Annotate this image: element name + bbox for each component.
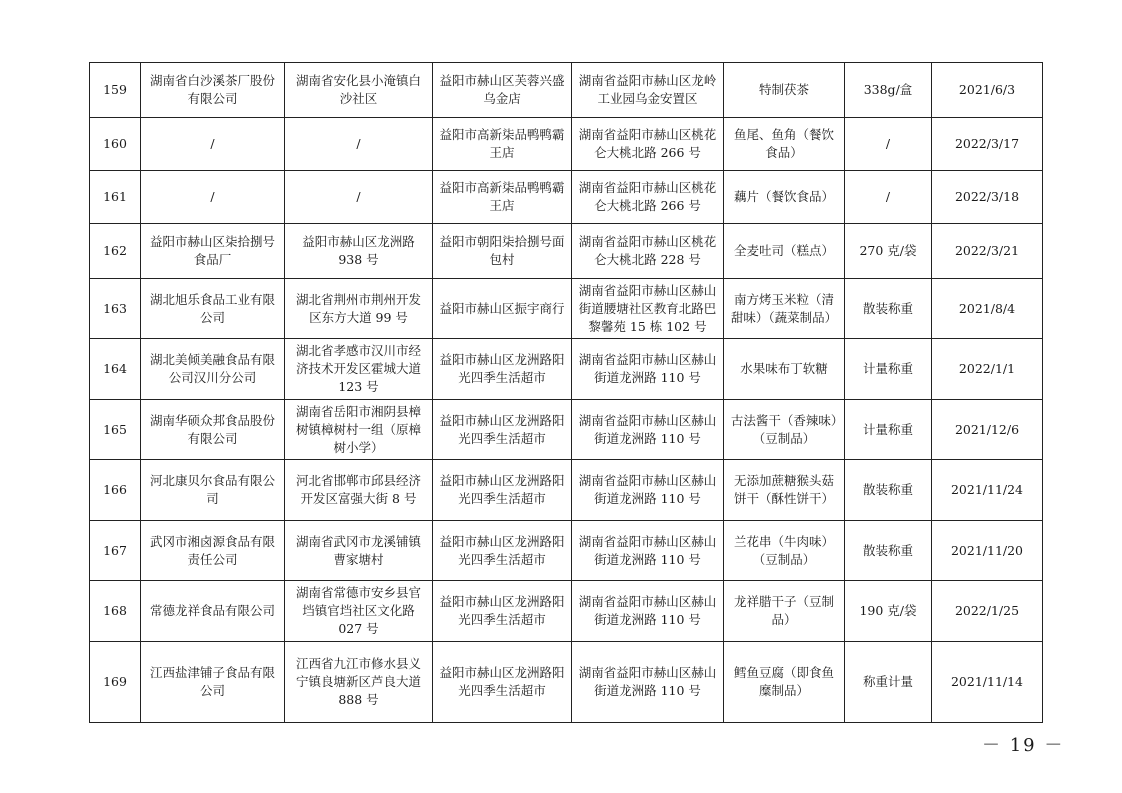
seller-name-cell: 益阳市赫山区振宇商行: [433, 279, 572, 339]
producer-name-cell: 湖北美倾美融食品有限公司汉川分公司: [141, 339, 285, 400]
product-name-cell: 鳕鱼豆腐（即食鱼糜制品）: [724, 642, 845, 723]
producer-address-cell: /: [285, 171, 433, 224]
seller-name-cell: 益阳市赫山区龙洲路阳光四季生活超市: [433, 339, 572, 400]
table-row: [90, 521, 1043, 581]
producer-name-cell: /: [141, 118, 285, 171]
table-row: [90, 171, 1043, 224]
seller-address-cell: 湖南省益阳市赫山区赫山街道龙洲路 110 号: [572, 581, 724, 642]
spec-cell: 散装称重: [845, 279, 932, 339]
product-name-cell: 藕片（餐饮食品）: [724, 171, 845, 224]
spec-cell: 散装称重: [845, 460, 932, 521]
seller-address-cell: 湖南省益阳市赫山区桃花仑大桃北路 228 号: [572, 224, 724, 279]
seller-address-cell: 湖南省益阳市赫山区赫山街道龙洲路 110 号: [572, 642, 724, 723]
producer-address-cell: 益阳市赫山区龙洲路 938 号: [285, 224, 433, 279]
seller-name-cell: 益阳市赫山区龙洲路阳光四季生活超市: [433, 400, 572, 460]
row-number-cell: 167: [90, 521, 141, 581]
table-row: [90, 400, 1043, 460]
producer-name-cell: 江西盐津铺子食品有限公司: [141, 642, 285, 723]
page-number: － 19 －: [982, 735, 1065, 756]
table-body: [90, 63, 1043, 723]
seller-address-cell: 湖南省益阳市赫山区赫山街道龙洲路 110 号: [572, 521, 724, 581]
table-row: [90, 118, 1043, 171]
seller-address-cell: 湖南省益阳市赫山区赫山街道腰塘社区教育北路巴黎馨苑 15 栋 102 号: [572, 279, 724, 339]
producer-address-cell: 湖北省荆州市荆州开发区东方大道 99 号: [285, 279, 433, 339]
producer-address-cell: 湖南省岳阳市湘阴县樟树镇樟树村一组（原樟树小学）: [285, 400, 433, 460]
row-number-cell: 169: [90, 642, 141, 723]
production-date-cell: 2021/12/6: [932, 400, 1043, 460]
seller-address-cell: 湖南省益阳市赫山区赫山街道龙洲路 110 号: [572, 400, 724, 460]
table-row: [90, 581, 1043, 642]
table-row: [90, 63, 1043, 118]
producer-address-cell: 河北省邯郸市邱县经济开发区富强大街 8 号: [285, 460, 433, 521]
seller-name-cell: 益阳市赫山区龙洲路阳光四季生活超市: [433, 521, 572, 581]
seller-name-cell: 益阳市赫山区龙洲路阳光四季生活超市: [433, 460, 572, 521]
producer-name-cell: 河北康贝尔食品有限公司: [141, 460, 285, 521]
row-number-cell: 159: [90, 63, 141, 118]
product-name-cell: 无添加蔗糖猴头菇饼干（酥性饼干）: [724, 460, 845, 521]
spec-cell: 270 克/袋: [845, 224, 932, 279]
records-table: [89, 62, 1043, 723]
spec-cell: /: [845, 118, 932, 171]
product-name-cell: 龙祥腊干子（豆制品）: [724, 581, 845, 642]
seller-name-cell: 益阳市朝阳柒拾捌号面包村: [433, 224, 572, 279]
production-date-cell: 2022/1/25: [932, 581, 1043, 642]
producer-address-cell: 湖南省安化县小淹镇白沙社区: [285, 63, 433, 118]
table-row: [90, 339, 1043, 400]
product-name-cell: 特制茯茶: [724, 63, 845, 118]
table-row: [90, 642, 1043, 723]
producer-address-cell: /: [285, 118, 433, 171]
spec-cell: /: [845, 171, 932, 224]
table-row: [90, 460, 1043, 521]
producer-address-cell: 江西省九江市修水县义宁镇良塘新区芦良大道 888 号: [285, 642, 433, 723]
production-date-cell: 2022/3/18: [932, 171, 1043, 224]
production-date-cell: 2022/1/1: [932, 339, 1043, 400]
row-number-cell: 163: [90, 279, 141, 339]
seller-name-cell: 益阳市高新柒品鸭鸭霸王店: [433, 118, 572, 171]
seller-name-cell: 益阳市赫山区芙蓉兴盛乌金店: [433, 63, 572, 118]
producer-address-cell: 湖南省武冈市龙溪铺镇曹家塘村: [285, 521, 433, 581]
product-name-cell: 南方烤玉米粒（清甜味）（蔬菜制品）: [724, 279, 845, 339]
seller-name-cell: 益阳市赫山区龙洲路阳光四季生活超市: [433, 642, 572, 723]
production-date-cell: 2021/8/4: [932, 279, 1043, 339]
row-number-cell: 161: [90, 171, 141, 224]
producer-address-cell: 湖南省常德市安乡县官垱镇官垱社区文化路 027 号: [285, 581, 433, 642]
spec-cell: 计量称重: [845, 400, 932, 460]
producer-name-cell: /: [141, 171, 285, 224]
production-date-cell: 2021/6/3: [932, 63, 1043, 118]
row-number-cell: 160: [90, 118, 141, 171]
production-date-cell: 2021/11/20: [932, 521, 1043, 581]
seller-name-cell: 益阳市赫山区龙洲路阳光四季生活超市: [433, 581, 572, 642]
table-row: [90, 224, 1043, 279]
producer-name-cell: 湖南省白沙溪茶厂股份有限公司: [141, 63, 285, 118]
row-number-cell: 164: [90, 339, 141, 400]
product-name-cell: 水果味布丁软糖: [724, 339, 845, 400]
production-date-cell: 2021/11/24: [932, 460, 1043, 521]
seller-address-cell: 湖南省益阳市赫山区赫山街道龙洲路 110 号: [572, 339, 724, 400]
producer-address-cell: 湖北省孝感市汉川市经济技术开发区霍城大道 123 号: [285, 339, 433, 400]
row-number-cell: 166: [90, 460, 141, 521]
producer-name-cell: 湖北旭乐食品工业有限公司: [141, 279, 285, 339]
row-number-cell: 165: [90, 400, 141, 460]
producer-name-cell: 常德龙祥食品有限公司: [141, 581, 285, 642]
product-name-cell: 全麦吐司（糕点）: [724, 224, 845, 279]
producer-name-cell: 益阳市赫山区柒拾捌号食品厂: [141, 224, 285, 279]
table-row: [90, 279, 1043, 339]
seller-address-cell: 湖南省益阳市赫山区赫山街道龙洲路 110 号: [572, 460, 724, 521]
seller-name-cell: 益阳市高新柒品鸭鸭霸王店: [433, 171, 572, 224]
seller-address-cell: 湖南省益阳市赫山区龙岭工业园乌金安置区: [572, 63, 724, 118]
production-date-cell: 2022/3/17: [932, 118, 1043, 171]
row-number-cell: 168: [90, 581, 141, 642]
product-name-cell: 鱼尾、鱼角（餐饮食品）: [724, 118, 845, 171]
producer-name-cell: 湖南华硕众邦食品股份有限公司: [141, 400, 285, 460]
product-name-cell: 古法酱干（香辣味）（豆制品）: [724, 400, 845, 460]
seller-address-cell: 湖南省益阳市赫山区桃花仑大桃北路 266 号: [572, 171, 724, 224]
spec-cell: 称重计量: [845, 642, 932, 723]
spec-cell: 散装称重: [845, 521, 932, 581]
spec-cell: 338g/盒: [845, 63, 932, 118]
production-date-cell: 2022/3/21: [932, 224, 1043, 279]
product-name-cell: 兰花串（牛肉味）（豆制品）: [724, 521, 845, 581]
production-date-cell: 2021/11/14: [932, 642, 1043, 723]
spec-cell: 190 克/袋: [845, 581, 932, 642]
seller-address-cell: 湖南省益阳市赫山区桃花仑大桃北路 266 号: [572, 118, 724, 171]
producer-name-cell: 武冈市湘卤源食品有限责任公司: [141, 521, 285, 581]
spec-cell: 计量称重: [845, 339, 932, 400]
row-number-cell: 162: [90, 224, 141, 279]
